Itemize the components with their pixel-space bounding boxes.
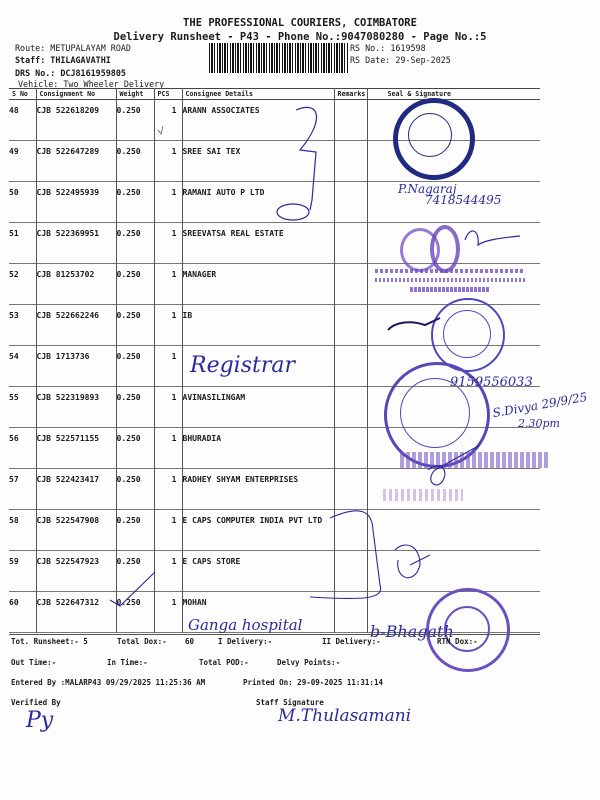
cell-pcs: 1 bbox=[154, 100, 182, 141]
cell-sno: 52 bbox=[9, 270, 19, 279]
cell-consignee: SREE SAI TEX bbox=[182, 141, 334, 182]
printed-on: Printed On: 29-09-2025 11:31:14 bbox=[243, 678, 383, 687]
cell-sno: 56 bbox=[9, 434, 19, 443]
rs-number: RS No.: 1619598 bbox=[350, 43, 426, 53]
cell-pcs: 1 bbox=[154, 592, 182, 633]
signature-59 bbox=[395, 545, 430, 578]
col-weight: Weight bbox=[116, 89, 154, 100]
signature-sreevatsa bbox=[465, 231, 520, 245]
cell-weight: 0.250 bbox=[116, 223, 154, 264]
signature-stroke-48 bbox=[296, 107, 317, 210]
col-seal: Seal & Signature bbox=[367, 89, 540, 100]
cell-consignment-no: CJB 522647312 bbox=[36, 592, 116, 633]
cell-consignment-no: CJB 522423417 bbox=[36, 469, 116, 510]
delvy-points: Delvy Points:- bbox=[277, 658, 341, 667]
col-consignee: Consignee Details bbox=[182, 89, 334, 100]
staff-signature: M.Thulasamani bbox=[278, 706, 412, 726]
company-title: THE PROFESSIONAL COURIERS, COIMBATORE bbox=[183, 17, 417, 29]
cell-sno: 50 bbox=[9, 188, 19, 197]
cell-consignment-no: CJB 522647289 bbox=[36, 141, 116, 182]
cell-weight: 0.250 bbox=[116, 387, 154, 428]
entered-by: Entered By :MALARP43 09/29/2025 11:25:36 AM bbox=[11, 678, 206, 687]
handwriting-sdivya: S.Divya 29/9/25 bbox=[491, 389, 589, 421]
cell-weight: 0.250 bbox=[116, 264, 154, 305]
total-dox-value: 60 bbox=[185, 637, 195, 646]
rs-date: RS Date: 29-Sep-2025 bbox=[350, 55, 451, 65]
signature-loop-58 bbox=[310, 511, 381, 599]
i-delivery: I Delivery:- bbox=[218, 637, 273, 646]
handwriting-nagaraj: P.Nagaraj bbox=[398, 182, 457, 196]
verified-by-label: Verified By bbox=[11, 698, 61, 707]
cell-consignment-no: CJB 522547923 bbox=[36, 551, 116, 592]
cell-consignment-no: CJB 522662246 bbox=[36, 305, 116, 346]
signature-ib bbox=[388, 318, 440, 330]
cell-weight: 0.250 bbox=[116, 305, 154, 346]
tot-runsheet: Tot. Runsheet:- 5 bbox=[11, 637, 88, 646]
cell-consignment-no: CJB 522571155 bbox=[36, 428, 116, 469]
cell-sno: 48 bbox=[9, 106, 19, 115]
cell-weight: 0.250 bbox=[116, 592, 154, 633]
cell-pcs: 1 bbox=[154, 469, 182, 510]
cell-consignment-no: CJB 522618209 bbox=[36, 100, 116, 141]
cell-weight: 0.250 bbox=[116, 346, 154, 387]
route-label: Route: METUPALAYAM ROAD bbox=[15, 43, 131, 53]
col-pcs: PCS bbox=[154, 89, 182, 100]
cell-weight: 0.250 bbox=[116, 428, 154, 469]
cell-sno: 55 bbox=[9, 393, 19, 402]
cell-pcs: 1 bbox=[154, 141, 182, 182]
cell-sno: 58 bbox=[9, 516, 19, 525]
verifier-signature: Py bbox=[26, 708, 54, 733]
cell-consignment-no: CJB 522547908 bbox=[36, 510, 116, 551]
cell-consignee: MANAGER bbox=[182, 264, 334, 305]
cell-sno: 60 bbox=[9, 598, 19, 607]
cell-consignee: MOHAN bbox=[182, 592, 334, 633]
cell-weight: 0.250 bbox=[116, 141, 154, 182]
cell-pcs: 1 bbox=[154, 387, 182, 428]
cell-pcs: 1 bbox=[154, 346, 182, 387]
ii-delivery: II Delivery:- bbox=[322, 637, 381, 646]
cell-weight: 0.250 bbox=[116, 469, 154, 510]
summary-divider bbox=[9, 634, 540, 635]
cell-consignee: E CAPS STORE bbox=[182, 551, 334, 592]
tick-mark-60 bbox=[110, 572, 155, 606]
cell-pcs: 1 bbox=[154, 264, 182, 305]
in-time: In Time:- bbox=[107, 658, 148, 667]
cell-consignee: RADHEY SHYAM ENTERPRISES bbox=[182, 469, 334, 510]
cell-consignee: SREEVATSA REAL ESTATE bbox=[182, 223, 334, 264]
out-time: Out Time:- bbox=[11, 658, 57, 667]
cell-sno: 49 bbox=[9, 147, 19, 156]
cell-sno: 54 bbox=[9, 352, 19, 361]
cell-pcs: 1 bbox=[154, 223, 182, 264]
rtn-dox: RTN Dox:- bbox=[437, 637, 478, 646]
cell-consignee: ARANN ASSOCIATES bbox=[182, 100, 334, 141]
cell-consignment-no: CJB 522369951 bbox=[36, 223, 116, 264]
signature-mg bbox=[277, 204, 309, 220]
col-sno: S No bbox=[12, 90, 28, 98]
cell-consignment-no: CJB 522495939 bbox=[36, 182, 116, 223]
col-consignment: Consignment No bbox=[36, 89, 116, 100]
cell-weight: 0.250 bbox=[116, 182, 154, 223]
cell-consignment-no: CJB 1713736 bbox=[36, 346, 116, 387]
cell-consignment-no: CJB 81253702 bbox=[36, 264, 116, 305]
staff-signature-label: Staff Signature bbox=[256, 698, 324, 707]
vehicle-label: Vehicle: Two Wheeler Delivery bbox=[18, 79, 165, 89]
cell-consignment-no: CJB 522319893 bbox=[36, 387, 116, 428]
runsheet-subtitle: Delivery Runsheet - P43 - Phone No.:9047080280 - Page No.:5 bbox=[113, 31, 487, 43]
signature-tick-57 bbox=[428, 445, 480, 485]
cell-sno: 57 bbox=[9, 475, 19, 484]
cell-consignee: E CAPS COMPUTER INDIA PVT LTD bbox=[182, 510, 334, 551]
cell-pcs: 1 bbox=[154, 182, 182, 223]
staff-label: Staff: THILAGAVATHI bbox=[15, 55, 111, 65]
handwriting-bhagath: b-Bhagath bbox=[370, 622, 454, 641]
cell-sno: 51 bbox=[9, 229, 19, 238]
cell-pcs: 1 bbox=[154, 551, 182, 592]
col-remarks: Remarks bbox=[334, 89, 367, 100]
cell-pcs: 1 bbox=[154, 428, 182, 469]
handwriting-ganga-hospital: Ganga hospital bbox=[188, 616, 303, 634]
handwriting-registrar: Registrar bbox=[190, 353, 295, 378]
cell-weight: 0.250 bbox=[116, 551, 154, 592]
total-dox-label: Total Dox:- bbox=[117, 637, 167, 646]
cell-consignee: AVINASILINGAM bbox=[182, 387, 334, 428]
handwriting-phone-2: 9159556033 bbox=[450, 375, 533, 390]
cell-sno: 53 bbox=[9, 311, 19, 320]
handwriting-time: 2.30pm bbox=[518, 417, 560, 430]
tick-mark-48 bbox=[158, 126, 163, 134]
cell-consignee: BHURADIA bbox=[182, 428, 334, 469]
cell-weight: 0.250 bbox=[116, 510, 154, 551]
cell-pcs: 1 bbox=[154, 510, 182, 551]
drs-number: DRS No.: DCJ8161959805 bbox=[15, 68, 126, 78]
cell-consignee: RAMANI AUTO P LTD bbox=[182, 182, 334, 223]
cell-sno: 59 bbox=[9, 557, 19, 566]
total-pod: Total POD:- bbox=[199, 658, 249, 667]
cell-weight: 0.250 bbox=[116, 100, 154, 141]
handwriting-phone-1: 7418544495 bbox=[425, 193, 502, 207]
cell-consignee: IB bbox=[182, 305, 334, 346]
cell-pcs: 1 bbox=[154, 305, 182, 346]
